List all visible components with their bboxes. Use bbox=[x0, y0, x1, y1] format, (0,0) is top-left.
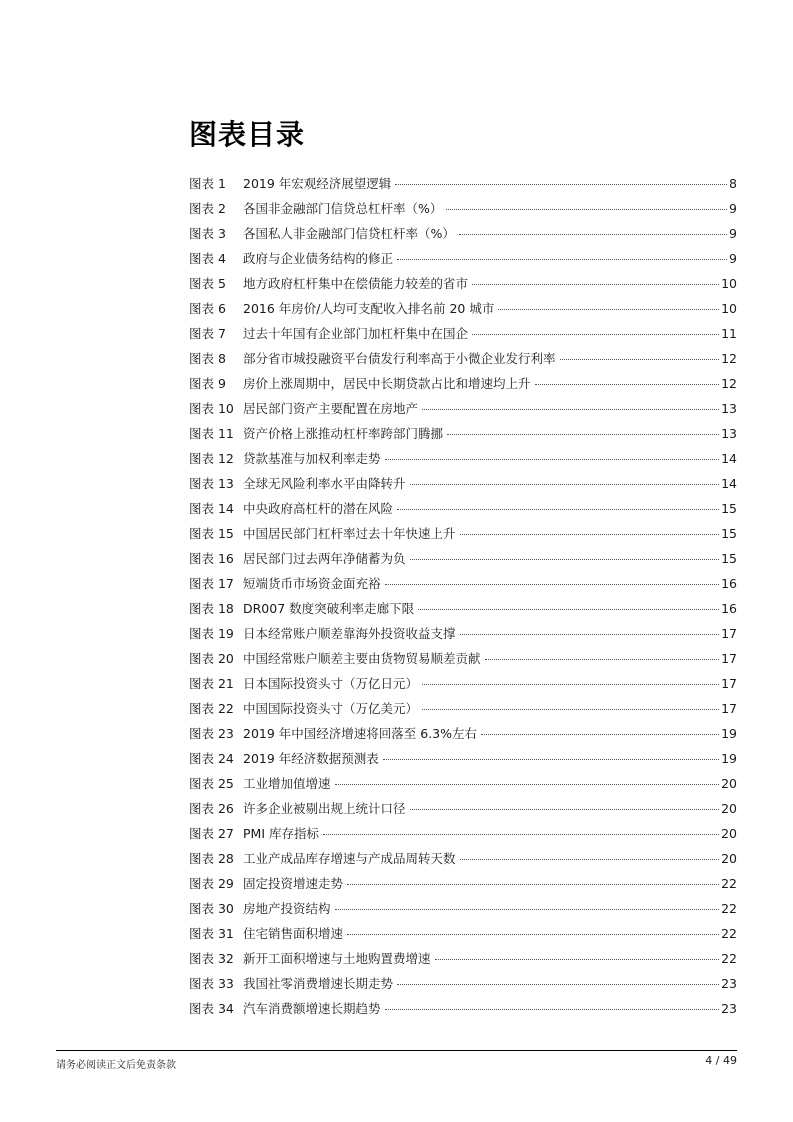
toc-entry-page: 19 bbox=[721, 751, 737, 766]
toc-entry-label: 图表 5 bbox=[189, 276, 226, 291]
toc-entry-label: 图表 16 bbox=[189, 551, 234, 566]
toc-entry[interactable] bbox=[189, 921, 737, 946]
toc-entry[interactable] bbox=[189, 596, 737, 621]
toc-entry-label: 图表 8 bbox=[189, 351, 226, 366]
toc-entry-page: 17 bbox=[721, 626, 737, 641]
toc-dot-leader bbox=[397, 509, 719, 510]
toc-entry-page: 20 bbox=[721, 801, 737, 816]
toc-entry-label: 图表 29 bbox=[189, 876, 234, 891]
toc-entry-title: 日本经常账户顺差靠海外投资收益支撑 bbox=[243, 626, 456, 641]
toc-entry-title: 居民部门资产主要配置在房地产 bbox=[243, 401, 419, 416]
toc-entry-page: 10 bbox=[721, 301, 737, 316]
toc-dot-leader bbox=[385, 1009, 720, 1010]
toc-entry[interactable] bbox=[189, 771, 737, 796]
toc-entry-title: 资产价格上涨推动杠杆率跨部门腾挪 bbox=[243, 426, 444, 441]
toc-dot-leader bbox=[498, 309, 719, 310]
toc-entry-page: 14 bbox=[721, 476, 737, 491]
toc-entry-title: 房地产投资结构 bbox=[243, 901, 331, 916]
toc-entry-label: 图表 23 bbox=[189, 726, 234, 741]
toc-entry-title: 中国经常账户顺差主要由货物贸易顺差贡献 bbox=[243, 651, 481, 666]
toc-entry-title: PMI 库存指标 bbox=[243, 826, 319, 841]
toc-dot-leader bbox=[422, 409, 719, 410]
toc-entry-title: 政府与企业债务结构的修正 bbox=[243, 251, 394, 266]
footer-page-number: 4 / 49 bbox=[705, 1054, 737, 1067]
toc-entry[interactable] bbox=[189, 221, 737, 246]
toc-entry[interactable] bbox=[189, 796, 737, 821]
toc-dot-leader bbox=[335, 784, 720, 785]
toc-entry-page: 12 bbox=[721, 351, 737, 366]
footer-divider bbox=[56, 1050, 737, 1051]
toc-entry-page: 8 bbox=[729, 176, 737, 191]
toc-entry-title: 各国非金融部门信贷总杠杆率（%） bbox=[243, 201, 443, 216]
toc-entry-page: 12 bbox=[721, 376, 737, 391]
toc-entry-label: 图表 27 bbox=[189, 826, 234, 841]
toc-entry-label: 图表 18 bbox=[189, 601, 234, 616]
toc-entry[interactable] bbox=[189, 846, 737, 871]
toc-entry-title: 中国国际投资头寸（万亿美元） bbox=[243, 701, 419, 716]
toc-entry-page: 16 bbox=[721, 576, 737, 591]
toc-entry-page: 23 bbox=[721, 1001, 737, 1016]
toc-entry[interactable] bbox=[189, 246, 737, 271]
toc-entry-page: 22 bbox=[721, 901, 737, 916]
toc-dot-leader bbox=[472, 334, 719, 335]
toc-entry[interactable] bbox=[189, 371, 737, 396]
toc-entry-title: 我国社零消费增速长期走势 bbox=[243, 976, 394, 991]
toc-dot-leader bbox=[410, 484, 720, 485]
toc-entry-page: 17 bbox=[721, 701, 737, 716]
toc-entry[interactable] bbox=[189, 196, 737, 221]
toc-dot-leader bbox=[418, 609, 719, 610]
toc-entry-page: 13 bbox=[721, 426, 737, 441]
toc-entry-page: 22 bbox=[721, 876, 737, 891]
toc-dot-leader bbox=[560, 359, 720, 360]
toc-dot-leader bbox=[435, 959, 720, 960]
toc-dot-leader bbox=[447, 434, 719, 435]
toc-entry-title: 住宅销售面积增速 bbox=[243, 926, 344, 941]
toc-entry-label: 图表 3 bbox=[189, 226, 226, 241]
toc-dot-leader bbox=[460, 634, 720, 635]
toc-dot-leader bbox=[383, 759, 719, 760]
toc-entry-title: 各国私人非金融部门信贷杠杆率（%） bbox=[243, 226, 455, 241]
toc-entry-title: 贷款基准与加权利率走势 bbox=[243, 451, 381, 466]
toc-entry-title: 2019 年宏观经济展望逻辑 bbox=[243, 176, 392, 191]
toc-entry[interactable] bbox=[189, 271, 737, 296]
toc-entry-label: 图表 6 bbox=[189, 301, 226, 316]
toc-entry-label: 图表 32 bbox=[189, 951, 234, 966]
toc-dot-leader bbox=[472, 284, 719, 285]
toc-entry[interactable] bbox=[189, 171, 737, 196]
toc-dot-leader bbox=[446, 209, 727, 210]
toc-entry-title: 日本国际投资头寸（万亿日元） bbox=[243, 676, 419, 691]
toc-entry-label: 图表 2 bbox=[189, 201, 226, 216]
toc-entry-label: 图表 12 bbox=[189, 451, 234, 466]
toc-dot-leader bbox=[385, 459, 720, 460]
toc-entry-label: 图表 25 bbox=[189, 776, 234, 791]
toc-dot-leader bbox=[535, 384, 720, 385]
toc-entry[interactable] bbox=[189, 896, 737, 921]
toc-entry-page: 14 bbox=[721, 451, 737, 466]
toc-entry-page: 16 bbox=[721, 601, 737, 616]
toc-entry-label: 图表 19 bbox=[189, 626, 234, 641]
toc-entry-label: 图表 20 bbox=[189, 651, 234, 666]
toc-entry-page: 15 bbox=[721, 526, 737, 541]
toc-entry[interactable] bbox=[189, 396, 737, 421]
toc-entry-page: 17 bbox=[721, 651, 737, 666]
toc-entry-label: 图表 17 bbox=[189, 576, 234, 591]
toc-dot-leader bbox=[385, 584, 720, 585]
toc-entry-title: 2016 年房价/人均可支配收入排名前 20 城市 bbox=[243, 301, 495, 316]
toc-entry-page: 15 bbox=[721, 501, 737, 516]
table-of-figures bbox=[189, 171, 737, 1021]
toc-entry-page: 9 bbox=[729, 251, 737, 266]
toc-dot-leader bbox=[422, 709, 719, 710]
toc-entry-page: 15 bbox=[721, 551, 737, 566]
toc-entry[interactable] bbox=[189, 696, 737, 721]
toc-entry-page: 10 bbox=[721, 276, 737, 291]
toc-entry-label: 图表 7 bbox=[189, 326, 226, 341]
toc-entry-page: 9 bbox=[729, 201, 737, 216]
toc-entry-page: 19 bbox=[721, 726, 737, 741]
toc-entry-title: 过去十年国有企业部门加杠杆集中在国企 bbox=[243, 326, 469, 341]
toc-entry[interactable] bbox=[189, 521, 737, 546]
toc-entry-title: 固定投资增速走势 bbox=[243, 876, 344, 891]
toc-entry-label: 图表 10 bbox=[189, 401, 234, 416]
toc-entry-title: DR007 数度突破利率走廊下限 bbox=[243, 601, 415, 616]
toc-entry-title: 许多企业被剔出规上统计口径 bbox=[243, 801, 406, 816]
toc-entry-label: 图表 4 bbox=[189, 251, 226, 266]
toc-dot-leader bbox=[485, 659, 720, 660]
toc-entry[interactable] bbox=[189, 946, 737, 971]
toc-dot-leader bbox=[422, 684, 719, 685]
toc-dot-leader bbox=[410, 559, 720, 560]
toc-entry[interactable] bbox=[189, 496, 737, 521]
toc-dot-leader bbox=[397, 984, 719, 985]
footer-disclaimer: 请务必阅读正文后免责条款 bbox=[56, 1060, 176, 1071]
toc-dot-leader bbox=[395, 184, 727, 185]
toc-entry-title: 居民部门过去两年净储蓄为负 bbox=[243, 551, 406, 566]
toc-entry-label: 图表 22 bbox=[189, 701, 234, 716]
toc-entry-label: 图表 30 bbox=[189, 901, 234, 916]
toc-entry-title: 2019 年中国经济增速将回落至 6.3%左右 bbox=[243, 726, 478, 741]
toc-entry-page: 20 bbox=[721, 826, 737, 841]
toc-entry-page: 20 bbox=[721, 776, 737, 791]
toc-entry-title: 新开工面积增速与土地购置费增速 bbox=[243, 951, 431, 966]
page-title: 图表目录 bbox=[189, 118, 306, 151]
toc-entry[interactable] bbox=[189, 971, 737, 996]
toc-entry-label: 图表 9 bbox=[189, 376, 226, 391]
toc-dot-leader bbox=[410, 809, 720, 810]
toc-entry[interactable] bbox=[189, 471, 737, 496]
toc-entry[interactable] bbox=[189, 321, 737, 346]
toc-entry-title: 中国居民部门杠杆率过去十年快速上升 bbox=[243, 526, 456, 541]
toc-entry-label: 图表 15 bbox=[189, 526, 234, 541]
toc-entry-label: 图表 28 bbox=[189, 851, 234, 866]
toc-entry[interactable] bbox=[189, 646, 737, 671]
toc-dot-leader bbox=[459, 234, 727, 235]
toc-entry[interactable] bbox=[189, 296, 737, 321]
toc-entry-label: 图表 26 bbox=[189, 801, 234, 816]
toc-entry-page: 17 bbox=[721, 676, 737, 691]
toc-entry-title: 全球无风险利率水平由降转升 bbox=[243, 476, 406, 491]
toc-entry[interactable] bbox=[189, 821, 737, 846]
toc-entry-label: 图表 13 bbox=[189, 476, 234, 491]
toc-entry-label: 图表 11 bbox=[189, 426, 234, 441]
toc-entry-title: 地方政府杠杆集中在偿债能力较差的省市 bbox=[243, 276, 469, 291]
toc-entry-page: 13 bbox=[721, 401, 737, 416]
toc-dot-leader bbox=[460, 534, 720, 535]
toc-entry[interactable] bbox=[189, 996, 737, 1021]
toc-entry-title: 汽车消费额增速长期趋势 bbox=[243, 1001, 381, 1016]
toc-entry-page: 20 bbox=[721, 851, 737, 866]
toc-entry-title: 短端货币市场资金面充裕 bbox=[243, 576, 381, 591]
toc-entry-label: 图表 34 bbox=[189, 1001, 234, 1016]
toc-entry-label: 图表 31 bbox=[189, 926, 234, 941]
toc-entry-page: 22 bbox=[721, 951, 737, 966]
toc-dot-leader bbox=[397, 259, 727, 260]
toc-entry[interactable] bbox=[189, 571, 737, 596]
toc-entry-page: 23 bbox=[721, 976, 737, 991]
toc-dot-leader bbox=[335, 909, 720, 910]
toc-dot-leader bbox=[347, 934, 719, 935]
toc-entry[interactable] bbox=[189, 721, 737, 746]
toc-entry[interactable] bbox=[189, 546, 737, 571]
toc-entry[interactable] bbox=[189, 871, 737, 896]
toc-entry-title: 工业增加值增速 bbox=[243, 776, 331, 791]
toc-entry[interactable] bbox=[189, 421, 737, 446]
toc-entry[interactable] bbox=[189, 621, 737, 646]
toc-entry-title: 中央政府高杠杆的潜在风险 bbox=[243, 501, 394, 516]
toc-dot-leader bbox=[481, 734, 719, 735]
toc-entry-label: 图表 33 bbox=[189, 976, 234, 991]
toc-entry-title: 房价上涨周期中，居民中长期贷款占比和增速均上升 bbox=[243, 376, 531, 391]
toc-entry-title: 2019 年经济数据预测表 bbox=[243, 751, 379, 766]
toc-entry-page: 9 bbox=[729, 226, 737, 241]
toc-entry[interactable] bbox=[189, 671, 737, 696]
toc-dot-leader bbox=[460, 859, 720, 860]
toc-entry[interactable] bbox=[189, 346, 737, 371]
toc-entry-label: 图表 21 bbox=[189, 676, 234, 691]
toc-entry-title: 部分省市城投融资平台债发行利率高于小微企业发行利率 bbox=[243, 351, 556, 366]
toc-entry[interactable] bbox=[189, 746, 737, 771]
toc-entry-page: 11 bbox=[721, 326, 737, 341]
toc-entry-label: 图表 14 bbox=[189, 501, 234, 516]
toc-dot-leader bbox=[323, 834, 719, 835]
toc-dot-leader bbox=[347, 884, 719, 885]
toc-entry-title: 工业产成品库存增速与产成品周转天数 bbox=[243, 851, 456, 866]
toc-entry-label: 图表 1 bbox=[189, 176, 226, 191]
toc-entry-label: 图表 24 bbox=[189, 751, 234, 766]
toc-entry-page: 22 bbox=[721, 926, 737, 941]
toc-entry[interactable] bbox=[189, 446, 737, 471]
